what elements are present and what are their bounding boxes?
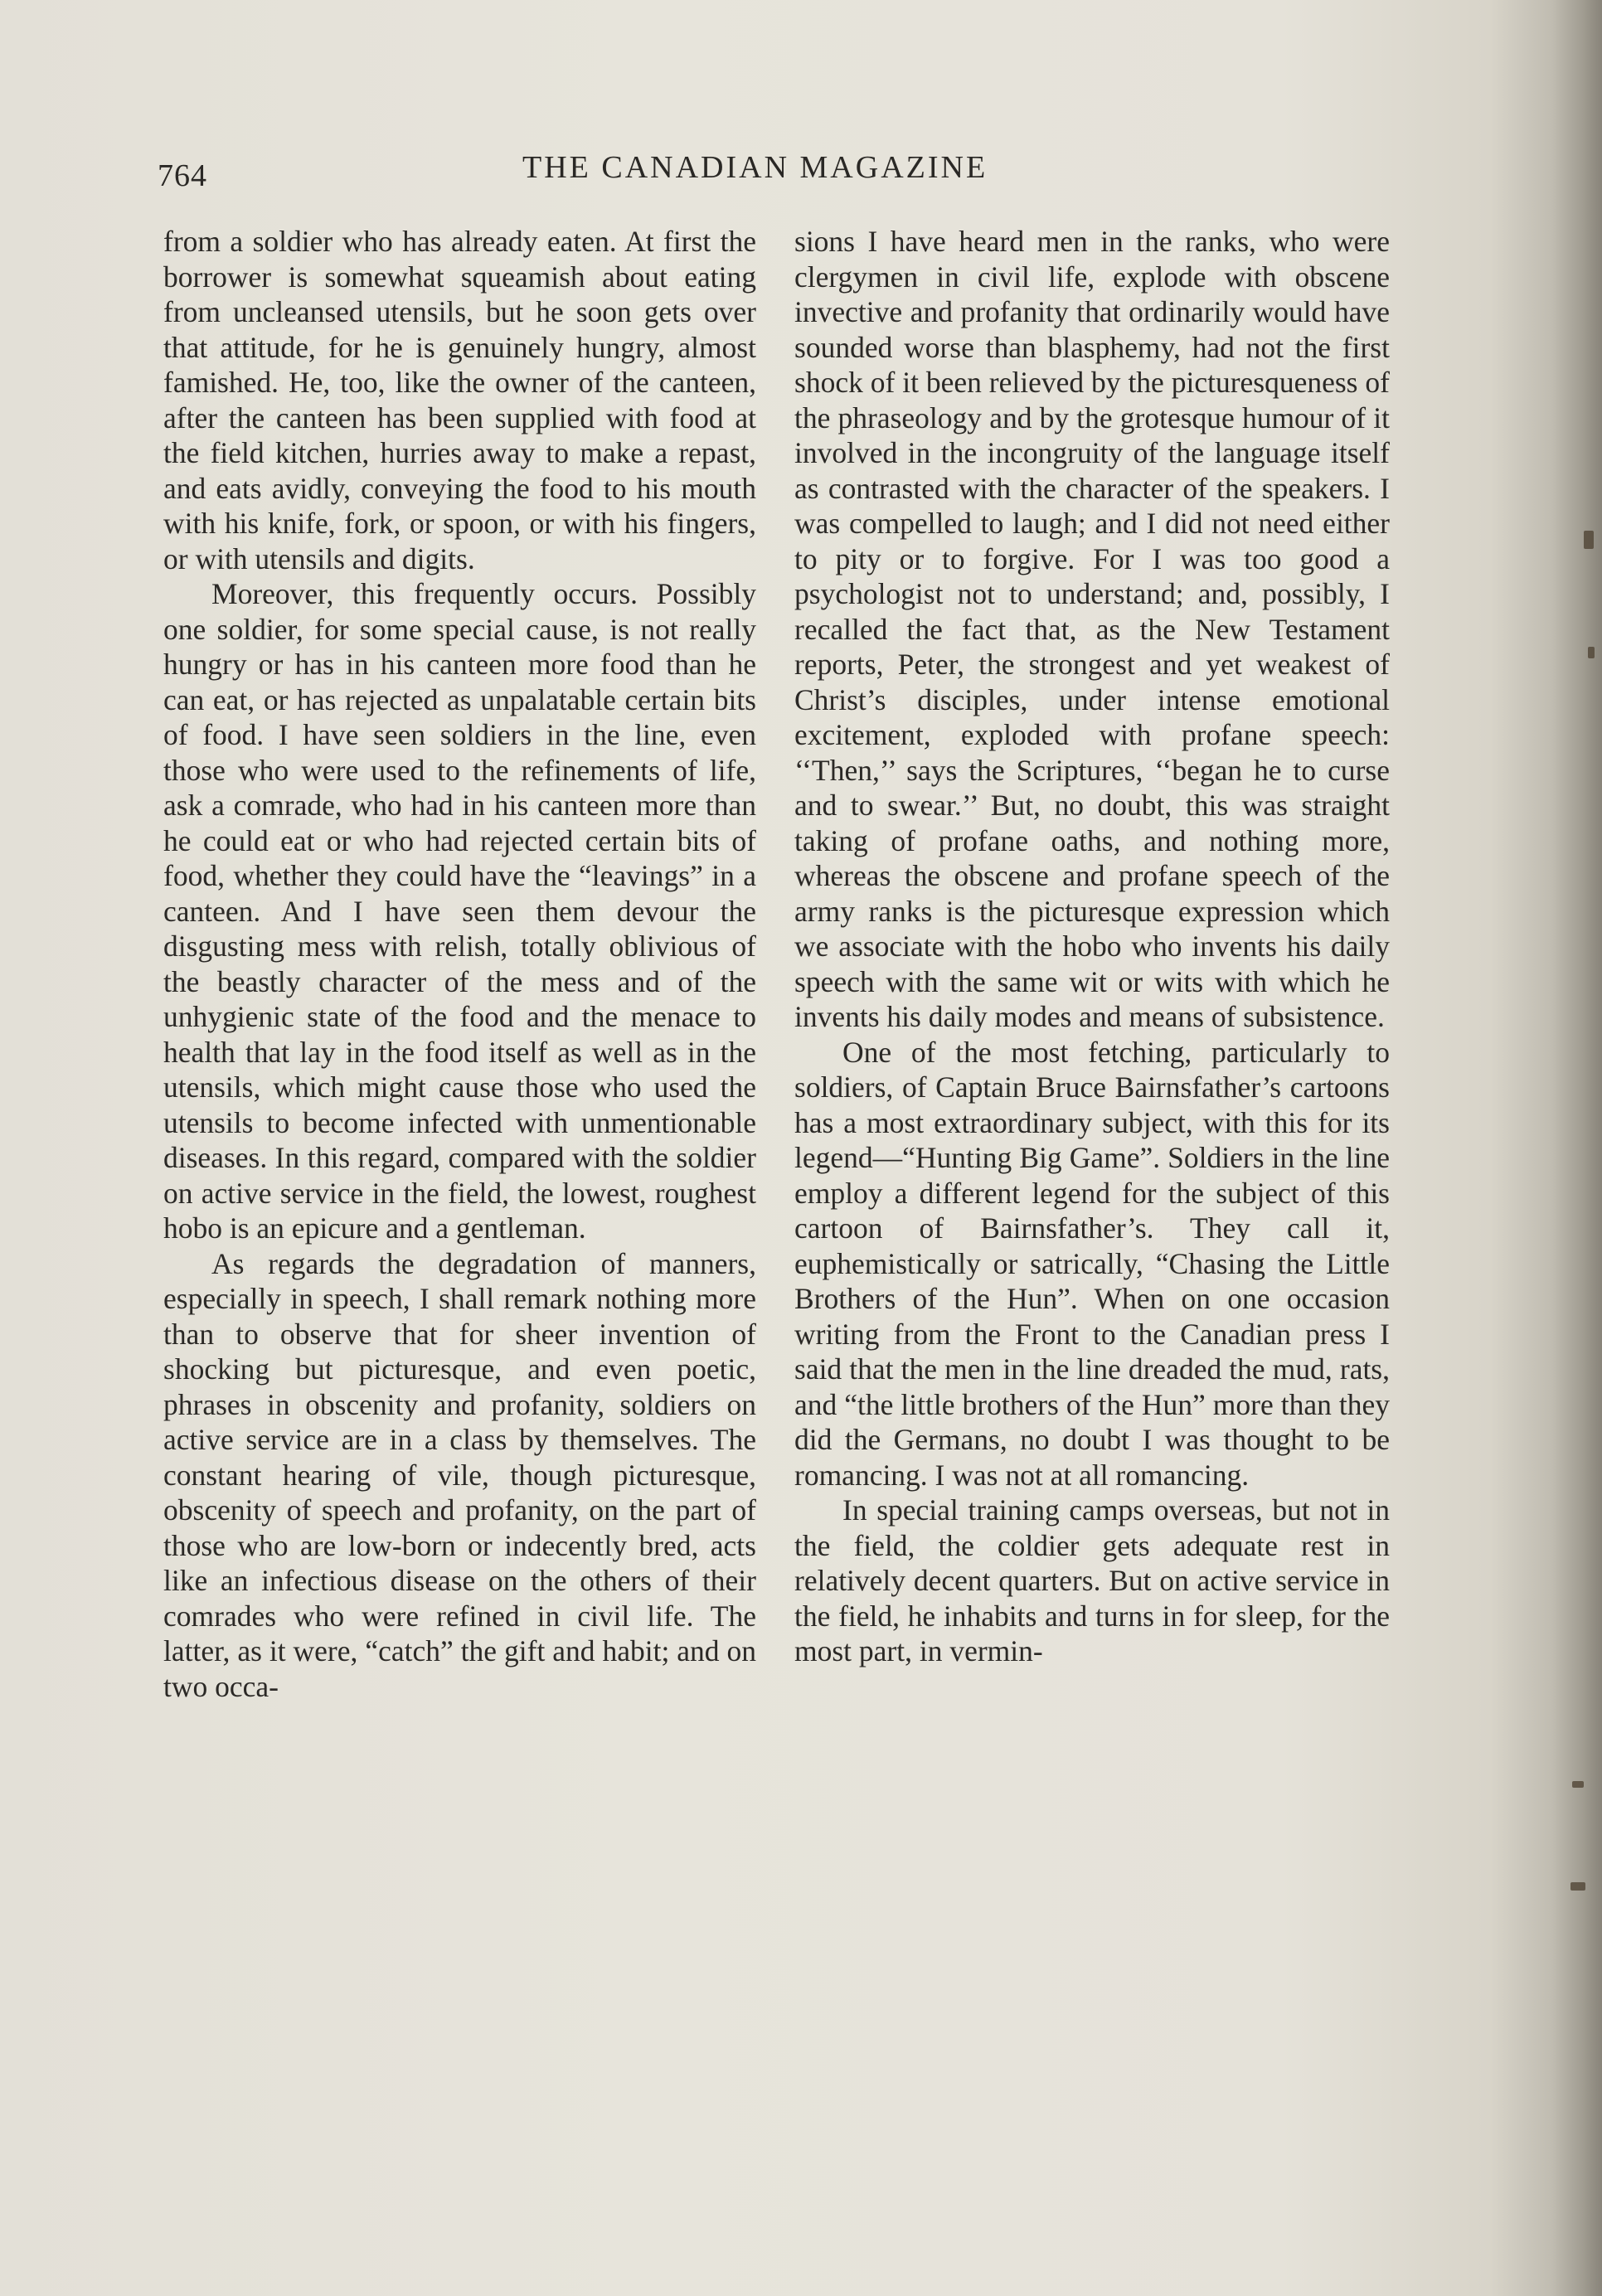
page-number: 764 xyxy=(158,158,207,193)
binding-shadow xyxy=(1552,0,1602,2296)
page-header xyxy=(158,149,1385,199)
paragraph: sions I have heard men in the ranks, who were clergymen in civil life, explode with obscene invective and profanity that ordinarily would have sounded worse than blasphemy, had not the first shock of it been relieved by the picturesqueness of the phraseology and by the grotesque humour of it involved in the incongruity of the language itself as contrasted with the character of the speakers. I was compelled to laugh; and I did not need either to pity or to forgive. For I was too good a psychologist not to understand; and, possibly, I recalled the fact that, as the New Testament reports, Peter, the strongest and yet weakest of Christ’s disciples, under intense emotional excitement, exploded with profane speech: ‘‘Then,’’ says the Scriptures, ‘‘began he to curse and to swear.’’ But, no doubt, this was straight taking of profane oaths, and nothing more, whereas the obscene and profane speech of the army ranks is the picturesque expression which we associate with the hobo who invents his daily speech with the same wit or wits with which he invents his daily modes and means of subsistence. xyxy=(794,225,1390,1033)
paragraph: As regards the degradation of manners, especially in speech, I shall remark nothing more than to observe that for sheer invention of shocking but picturesque, and even poetic, phrases in obscenity and profanity, soldiers on active service are in a class by themselves. The constant hearing of vile, though picturesque, obscenity of speech and profanity, on the part of those who are low-born or indecently bred, acts like an infectious disease on the others of their comrades who were refined in civil life. The latter, as it were, “catch” the gift and habit; and on two occa- xyxy=(163,1246,756,1703)
paragraph: from a soldier who has already eaten. At first the borrower is somewhat squeamish about eating from uncleansed utensils, but he soon gets over that attitude, for he is genuinely hungry, almost famished. He, too, like the owner of the canteen, after the canteen has been supplied with food at the field kitchen, hurries away to make a repast, and eats avidly, conveying the food to his mouth with his knife, fork, or spoon, or with his fingers, or with utensils and digits. xyxy=(163,225,756,575)
paragraph: In special training camps overseas, but not in the field, the coldier gets adequate rest in relatively decent quarters. But on active service in the field, he inhabits and turns in for sleep, for the most part, in vermin- xyxy=(794,1493,1390,1667)
left-column xyxy=(163,224,756,1704)
paper-speck xyxy=(1588,647,1595,658)
paper-speck xyxy=(1572,1781,1584,1788)
paragraph: One of the most fetching, particularly to soldiers, of Captain Bruce Bairnsfather’s cartoons has a most extraordinary subject, with this for its legend—“Hunting Big Game”. Soldiers in the line employ a different legend for the subject of this cartoon of Bairnsfather’s. They call it, euphemistically or satrically, “Chasing the Little Brothers of the Hun”. When on one occasion writing from the Front to the Canadian press I said that the men in the line dreaded the mud, rats, and “the little brothers of the Hun” more than they did the Germans, no doubt I was thought to be romancing. I was not at all romancing. xyxy=(794,1035,1390,1492)
running-title: THE CANADIAN MAGAZINE xyxy=(522,150,988,185)
paragraph: Moreover, this frequently occurs. Possibly one soldier, for some special cause, is not really hungry or has in his canteen more food than he can eat, or has rejected as unpalatable certain bits of food. I have seen soldiers in the line, even those who were used to the refinements of life, ask a comrade, who had in his canteen more than he could eat or who had rejected certain bits of food, whether they could have the “leavings” in a canteen. And I have seen them devour the disgusting mess with relish, totally oblivious of the beastly character of the mess and of the unhygienic state of the food and the menace to health that lay in the food itself as well as in the utensils, which might cause those who used the utensils to become infected with unmentionable diseases. In this regard, compared with the soldier on active service in the field, the lowest, roughest hobo is an epicure and a gentleman. xyxy=(163,577,756,1245)
paper-speck xyxy=(1570,1882,1585,1891)
right-column xyxy=(794,224,1390,1669)
paper-speck xyxy=(1584,531,1594,549)
